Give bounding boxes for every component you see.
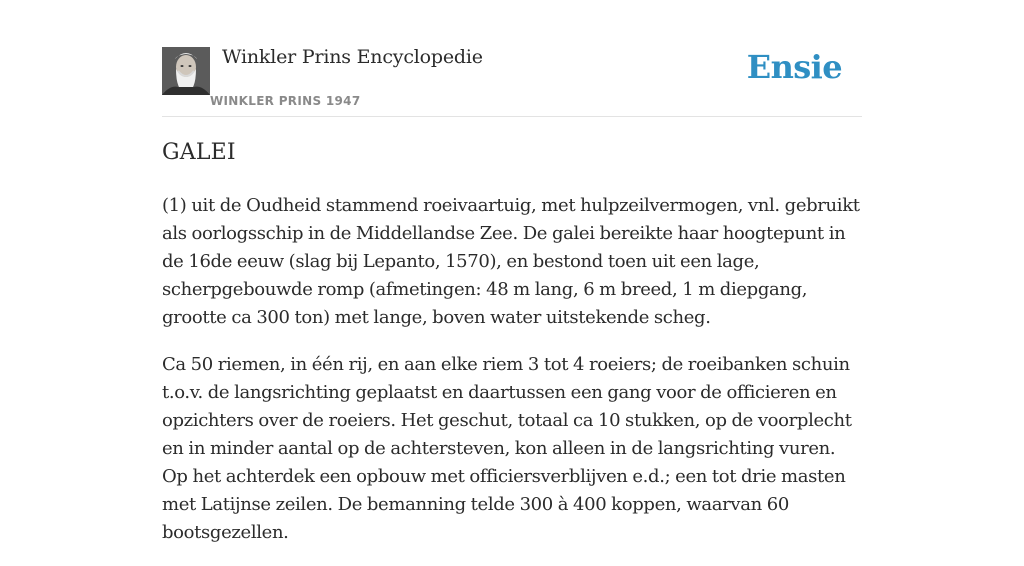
brand-logo[interactable]: Ensie xyxy=(746,48,842,86)
site-name[interactable]: Winkler Prins Encyclopedie xyxy=(222,46,483,68)
paragraph: Ca 50 riemen, in één rij, en aan elke riem 3 tot 4 roeiers; de roeibanken schuin t.o.v. de langsrichting geplaatst en daartussen een gang voor de officieren en opzichters over de roeiers. Het geschut, totaal ca 10 stukken, op de voorplecht en in minder aantal op de achtersteven, kon alleen in de langsrichting vuren. Op het achterdek een opbouw met officiersverblijven e.d.; een tot drie masten met Latijnse zeilen. De bemanning telde 300 à 400 koppen, waarvan 60 bootsgezellen. xyxy=(162,354,852,543)
article-title: GALEI xyxy=(162,140,236,165)
edition-label[interactable]: WINKLER PRINS 1947 xyxy=(210,94,361,108)
paragraph: (1) uit de Oudheid stammend roeivaartuig, met hulpzeilvermogen, vnl. gebruikt als oorlogsschip in de Middellandse Zee. De galei bereikte haar hoogtepunt in de 16de eeuw (slag bij Lepanto, 1570), en bestond toen uit een lage, scherpgebouwde romp (afmetingen: 48 m lang, 6 m breed, 1 m diepgang, grootte ca 300 ton) met lange, boven water uitstekende scheg. xyxy=(162,195,860,328)
author-avatar[interactable] xyxy=(162,47,210,95)
portrait-icon xyxy=(162,47,210,95)
article-page xyxy=(162,0,862,543)
article-body xyxy=(162,192,862,566)
site-header xyxy=(162,0,862,117)
